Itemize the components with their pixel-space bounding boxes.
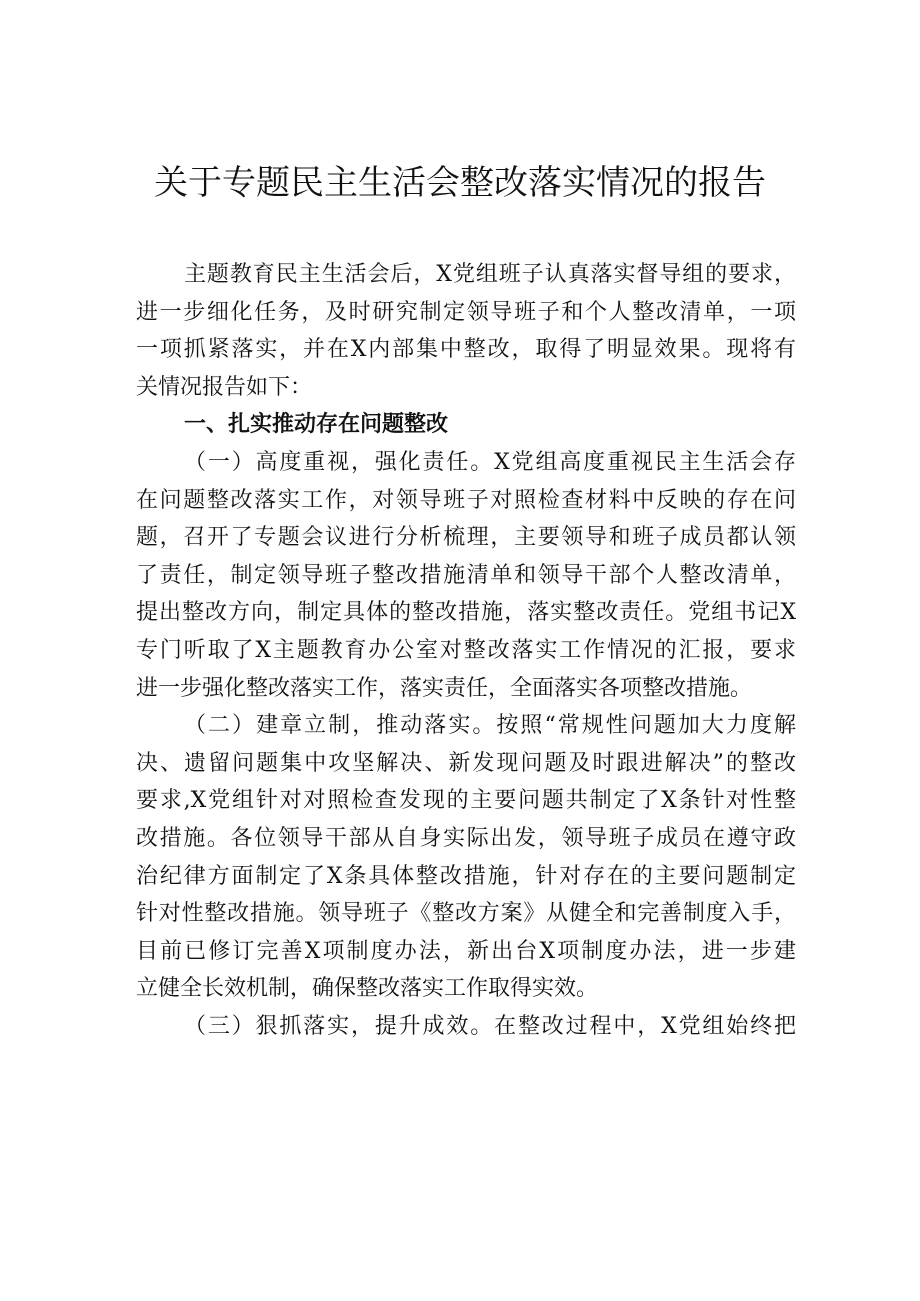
paragraph-line: 进一步强化整改落实工作，落实责任，全面落实各项整改措施。 (136, 675, 753, 701)
paragraph-line: 针对性整改措施。领导班子《整改方案》从健全和完善制度入手， (136, 901, 796, 927)
paragraph-line: 提出整改方向，制定具体的整改措施，落实整改责任。党组书记X (136, 600, 796, 626)
paragraph-line: （二）建章立制，推动落实。按照“常规性问题加大力度解 (184, 713, 796, 739)
paragraph-line: 专门听取了X主题教育办公室对整改落实工作情况的汇报，要求 (136, 637, 796, 663)
paragraph-line: 改措施。各位领导干部从自身实际出发，领导班子成员在遵守政 (136, 825, 796, 851)
document-body (136, 256, 796, 1045)
paragraph-line: 目前已修订完善X项制度办法，新出台X项制度办法，进一步建 (136, 938, 796, 964)
paragraph-line: （一）高度重视，强化责任。X党组高度重视民主生活会存 (184, 449, 796, 475)
paragraph-line: 要求,X党组针对对照检查发现的主要问题共制定了X条针对性整 (136, 788, 796, 814)
paragraph-line: 立健全长效机制，确保整改落实工作取得实效。 (136, 976, 599, 1002)
paragraph-line: 了责任，制定领导班子整改措施清单和领导干部个人整改清单， (136, 562, 796, 588)
paragraph-line: 进一步细化任务，及时研究制定领导班子和个人整改清单，一项 (136, 299, 796, 325)
paragraph-line: 关情况报告如下： (136, 374, 313, 400)
paragraph-line: （三）狠抓落实，提升成效。在整改过程中，X党组始终把 (184, 1013, 796, 1039)
paragraph-line: 决、遗留问题集中攻坚解决、新发现问题及时跟进解决”的整改 (136, 750, 796, 776)
section-heading: 一、扎实推动存在问题整改 (184, 412, 449, 438)
paragraph-line: 在问题整改落实工作，对领导班子对照检查材料中反映的存在问 (136, 487, 796, 513)
paragraph-line: 题，召开了专题会议进行分析梳理，主要领导和班子成员都认领 (136, 525, 796, 551)
paragraph-line: 主题教育民主生活会后，X党组班子认真落实督导组的要求， (184, 262, 796, 287)
paragraph-line: 治纪律方面制定了X条具体整改措施，针对存在的主要问题制定 (136, 863, 796, 889)
paragraph-line: 一项抓紧落实，并在X内部集中整改，取得了明显效果。现将有 (136, 337, 796, 363)
document-title: 关于专题民主生活会整改落实情况的报告 (154, 163, 766, 203)
